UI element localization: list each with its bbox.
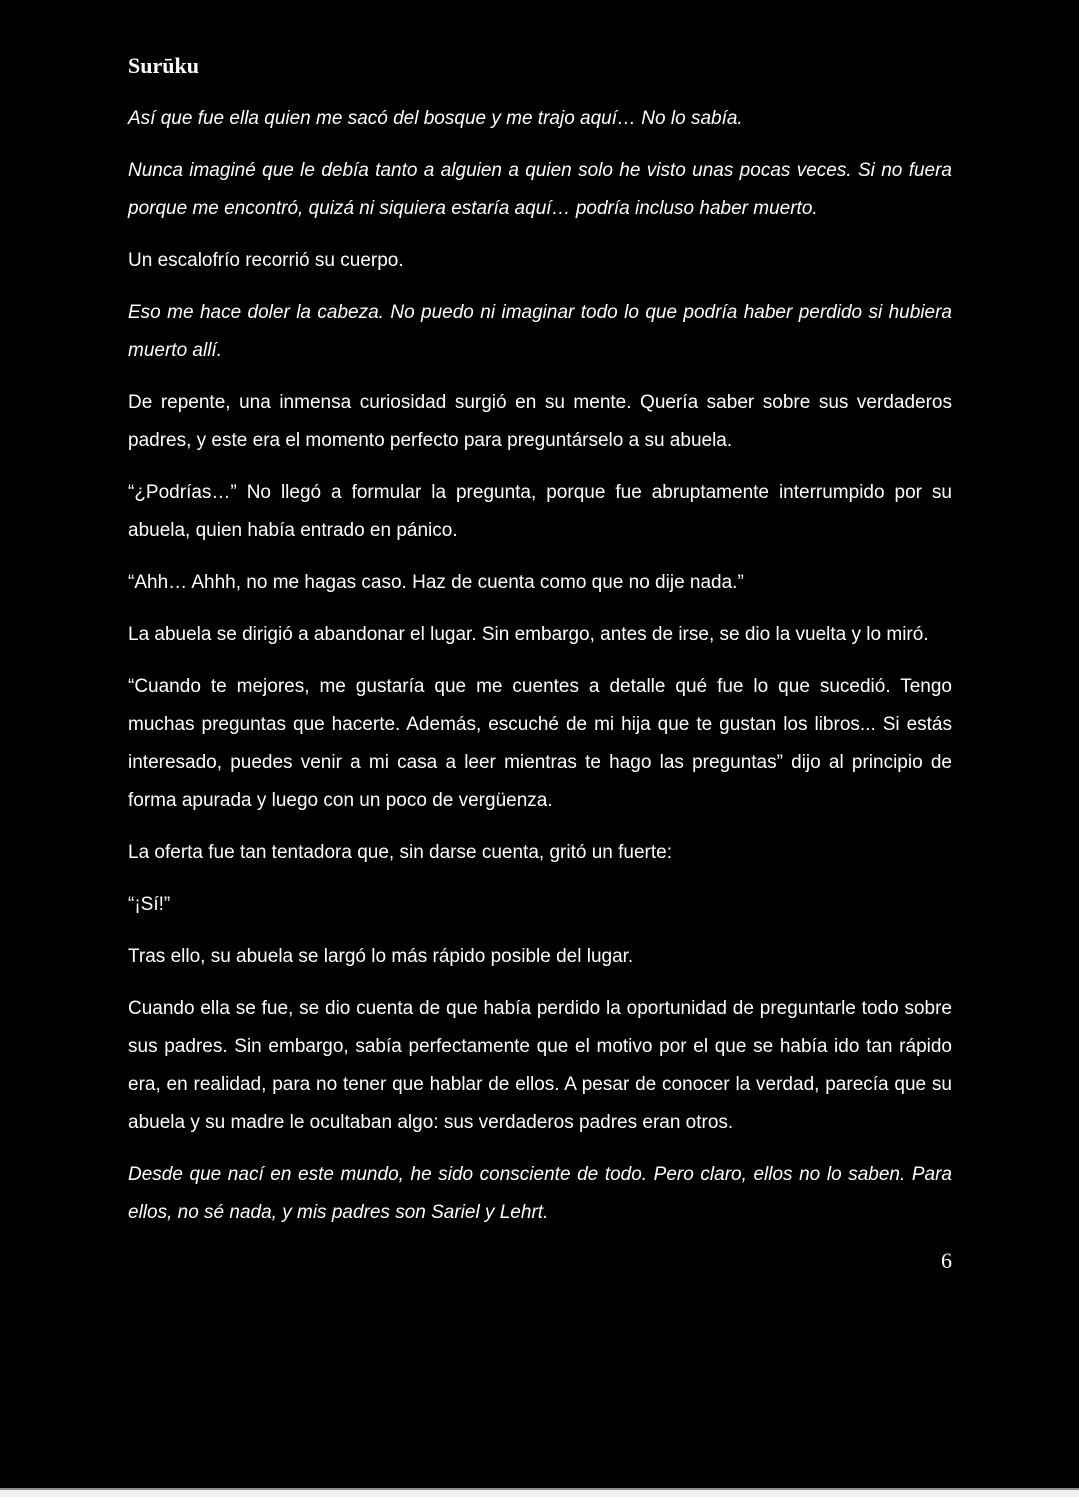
paragraph-10: La oferta fue tan tentadora que, sin darse cuenta, gritó un fuerte: bbox=[128, 842, 672, 863]
paragraph-11: “¡Sí!” bbox=[128, 894, 171, 915]
paragraph-3: Un escalofrío recorrió su cuerpo. bbox=[128, 250, 404, 271]
paragraph-container bbox=[128, 100, 952, 1232]
paragraph-1: Así que fue ella quien me sacó del bosque y me trajo aquí… No lo sabía. bbox=[128, 108, 743, 129]
paragraph-9: “Cuando te mejores, me gustaría que me cuentes a detalle qué fue lo que sucedió. Tengo muchas preguntas que hacerte. Además, escuché de mi hija que te gustan los libros... Si estás interesado, puedes venir a mi casa a leer mientras te hago las preguntas” dijo al principio de forma apurada y luego con un poco de vergüenza. bbox=[128, 676, 952, 811]
paragraph-12: Tras ello, su abuela se largó lo más rápido posible del lugar. bbox=[128, 946, 634, 967]
viewer-bottom-edge bbox=[0, 1488, 1079, 1497]
paragraph-13: Cuando ella se fue, se dio cuenta de que había perdido la oportunidad de preguntarle todo sobre sus padres. Sin embargo, sabía perfectamente que el motivo por el que se había ido tan rápido era, en realidad, para no tener que hablar de ellos. A pesar de conocer la verdad, parecía que su abuela y su madre le ocultaban algo: sus verdaderos padres eran otros. bbox=[128, 998, 952, 1133]
paragraph-8: La abuela se dirigió a abandonar el lugar. Sin embargo, antes de irse, se dio la vuelta y lo miró. bbox=[128, 624, 929, 645]
paragraph-7: “Ahh… Ahhh, no me hagas caso. Haz de cuenta como que no dije nada.” bbox=[128, 572, 744, 593]
paragraph-5: De repente, una inmensa curiosidad surgió en su mente. Quería saber sobre sus verdaderos padres, y este era el momento perfecto para preguntárselo a su abuela. bbox=[128, 392, 952, 451]
page-number: 6 bbox=[941, 1248, 952, 1273]
paragraph-4: Eso me hace doler la cabeza. No puedo ni imaginar todo lo que podría haber perdido si hubiera muerto allí. bbox=[128, 302, 952, 361]
paragraph-14: Desde que nací en este mundo, he sido consciente de todo. Pero claro, ellos no lo saben. Para ellos, no sé nada, y mis padres son Sariel y Lehrt. bbox=[128, 1164, 952, 1223]
paragraph-6: “¿Podrías…” No llegó a formular la pregunta, porque fue abruptamente interrumpido por su abuela, quien había entrado en pánico. bbox=[128, 482, 952, 541]
paragraph-2: Nunca imaginé que le debía tanto a alguien a quien solo he visto unas pocas veces. Si no fuera porque me encontró, quizá ni siquiera estaría aquí… podría incluso haber muerto. bbox=[128, 160, 952, 219]
page-title: Surūku bbox=[128, 53, 199, 78]
